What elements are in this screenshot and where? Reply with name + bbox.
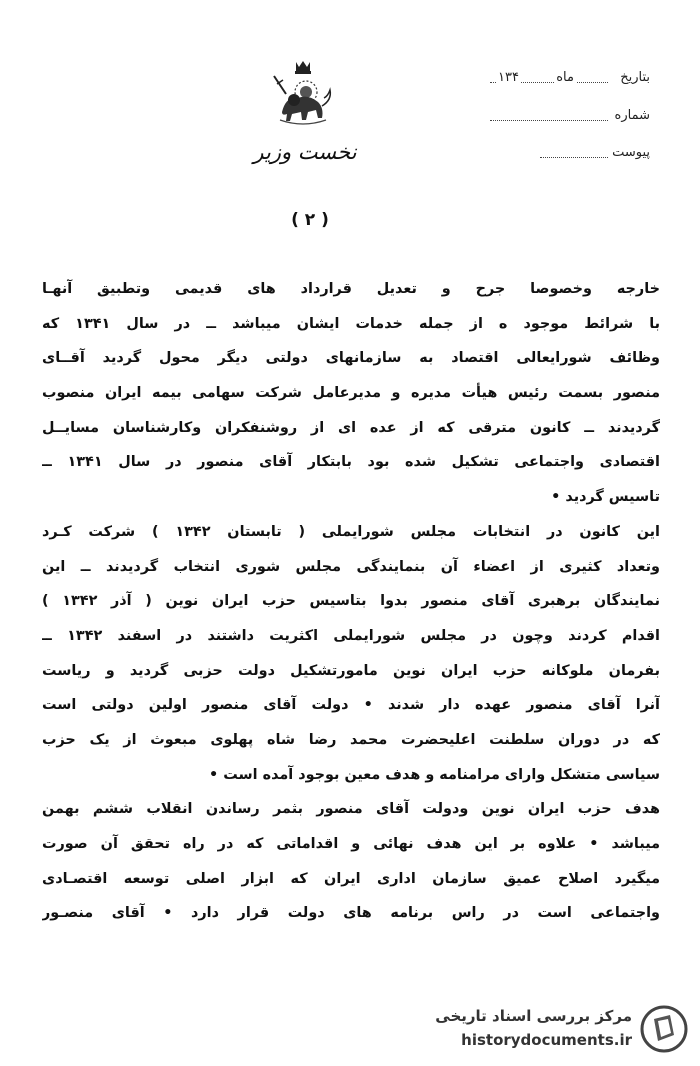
letterhead-title: نخست وزیر	[253, 140, 357, 164]
letter-body	[42, 272, 660, 931]
watermark-text-fa: مرکز بررسی اسناد تاریخی	[435, 1007, 632, 1025]
archive-logo-icon	[640, 1005, 688, 1053]
body-line: میباشد • علاوه بر این هدف نهائی و اقداماتی که در راه تحقق آن صورت	[42, 836, 660, 852]
date-label: بتاریخ	[620, 70, 650, 85]
body-line: تاسیس گردید •	[551, 489, 660, 506]
body-line: واجتماعی است در راس برنامه های دولت قرار دارد • آقای منصـور	[42, 905, 660, 922]
body-line: که در دوران سلطنت اعلیحضرت محمد رضا شاه پهلوی مبعوث از یک حزب	[42, 731, 660, 748]
body-line: اقدام کردند وچون در مجلس شورایملی اکثریت داشتند در اسفند ۱۳۴۲ ــ	[42, 627, 660, 644]
lion-and-sun-emblem	[268, 58, 338, 126]
body-line: گردیدند ــ کانون مترقی که از عده ای از روشنفکران وکارشناسان مسایــل	[42, 419, 660, 436]
body-line: سیاسی متشکل واراى مرامنامه و هدف معین بوجود آمده است •	[209, 766, 660, 783]
body-line: آنرا آقای منصور عهده دار شدند • دولت آقای منصور اولین دولتی است	[42, 697, 660, 714]
attachment-dotted-line	[540, 157, 608, 158]
body-line: این کانون در انتخابات مجلس شورایملی ( تابستان ۱۳۴۲ ) شرکت کـرد	[42, 523, 660, 540]
number-label: شماره	[614, 108, 650, 123]
attachment-row	[540, 145, 650, 163]
body-line: خارجه وخصوصا جرح و تعدیل قرارداد های قدیمی وتطبیق آنهـا	[42, 281, 660, 297]
body-line: با شرائط موجود ه از جمله خدمات ایشان میباشد ــ در سال ۱۳۴۱ که	[42, 315, 660, 332]
body-line: هدف حزب ایران نوین ودولت آقای منصور بثمر رساندن انقلاب ششم بهمن	[42, 801, 660, 818]
body-line: وتعداد کثیری از اعضاء آن بنمایندگی مجلس شوری انتخاب گردیدند ــ این	[42, 558, 660, 575]
body-line: میگیرد اصلاح عمیق سازمان اداری ایران که ابزار اصلی توسعه اقتصـادی	[42, 870, 660, 887]
body-line: بفرمان ملوکانه حزب ایران نوین مامورتشکیل دولت حزبی گردید و ریاست	[42, 662, 660, 679]
body-line: منصور بسمت رئیس هیأت مدیره و مدیرعامل شرکت سهامی بیمه ایران منصوب	[42, 385, 660, 402]
body-line: وظائف شورایعالی اقتصاد به سازمانهای دولتی دیگر محول گردید آقــای	[42, 350, 660, 367]
body-line: اقتصادی واجتماعی تشکیل شده بود بابتکار آقای منصور در سال ۱۳۴۱ ــ	[42, 454, 660, 471]
date-row	[490, 70, 650, 88]
month-label: ماه	[556, 70, 574, 85]
letterhead-meta	[490, 70, 650, 126]
number-row	[490, 108, 650, 126]
archive-watermark	[422, 1003, 692, 1061]
number-dotted-line	[490, 120, 608, 121]
page-number: ( ۲ )	[291, 210, 329, 230]
body-line: نمایندگان برهبری آقای منصور بدوا بتاسیس حزب ایران نوین ( آذر ۱۳۴۲ )	[42, 593, 660, 610]
year-value: ۱۳۴	[498, 70, 519, 85]
attachment-row-wrap	[540, 145, 650, 163]
watermark-text-en: historydocuments.ir	[461, 1031, 632, 1049]
attachment-label: پیوست	[612, 145, 650, 160]
